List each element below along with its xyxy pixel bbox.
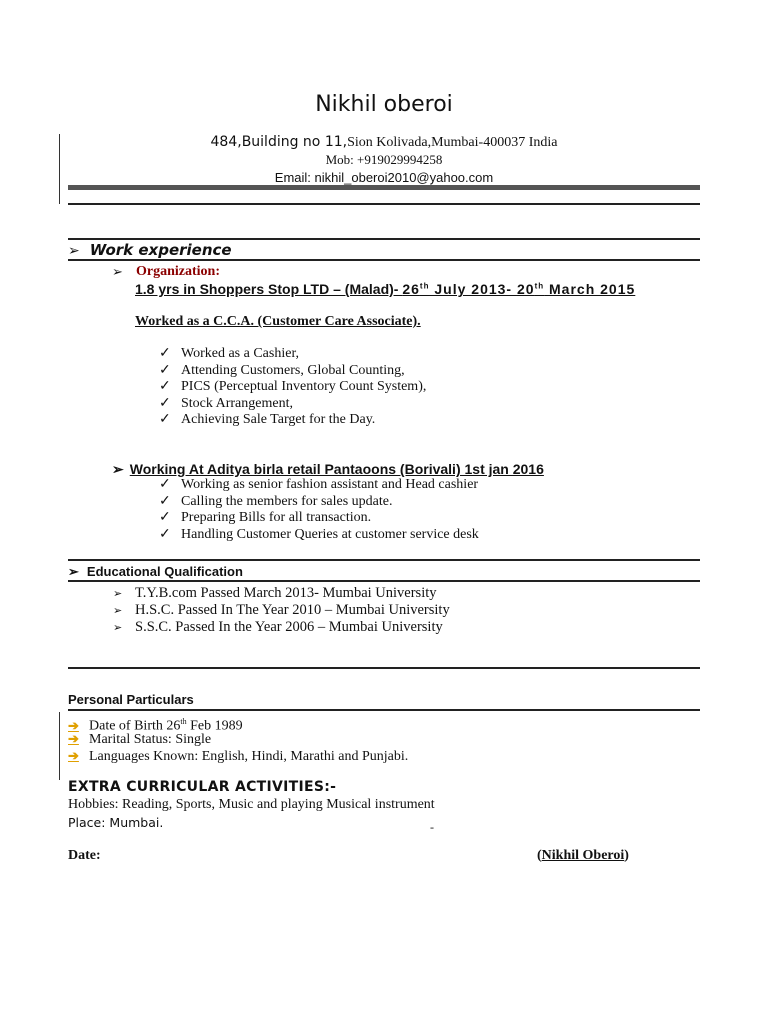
extra-heading: EXTRA CURRICULAR ACTIVITIES:- bbox=[68, 779, 337, 795]
job2-duties-list bbox=[159, 477, 479, 543]
arrowhead-icon: ➢ bbox=[113, 605, 123, 617]
duty-item: ✓ Stock Arrangement, bbox=[159, 395, 293, 411]
education-item: ➢ S.S.C. Passed In the Year 2006 – Mumbai University bbox=[113, 619, 443, 635]
hobbies: Hobbies: Reading, Sports, Music and playing Musical instrument bbox=[68, 797, 435, 812]
personal-rule-bottom bbox=[68, 709, 700, 711]
check-icon: ✓ bbox=[159, 346, 171, 361]
arrowhead-icon: ➢ bbox=[112, 461, 124, 477]
edu-rule-bottom bbox=[68, 580, 700, 582]
check-icon: ✓ bbox=[159, 477, 171, 492]
header-rule-thick bbox=[68, 185, 700, 190]
personal-list bbox=[68, 713, 408, 764]
stray-dash: - bbox=[430, 820, 434, 834]
education-heading: ➢ Educational Qualification bbox=[68, 564, 243, 579]
email-address: Email: nikhil_oberoi2010@yahoo.com bbox=[274, 170, 494, 185]
dob-item: ➔ Date of Birth 26th Feb 1989 bbox=[68, 717, 243, 734]
section-title: Work experience bbox=[89, 241, 232, 259]
personal-heading: Personal Particulars bbox=[68, 692, 194, 707]
mobile-number: Mob: +919029994258 bbox=[325, 152, 443, 167]
candidate-name: Nikhil oberoi bbox=[315, 92, 453, 117]
check-icon: ✓ bbox=[159, 362, 171, 378]
header-rule-thin bbox=[68, 203, 700, 205]
check-icon: ✓ bbox=[159, 412, 171, 427]
arrowhead-icon: ➢ bbox=[113, 588, 123, 600]
check-icon: ✓ bbox=[159, 526, 171, 542]
personal-rule-top bbox=[68, 667, 700, 669]
marital-item: ➔ Marital Status: Single bbox=[68, 731, 212, 747]
duty-item: ✓ Attending Customers, Global Counting, bbox=[159, 362, 405, 378]
education-list bbox=[113, 585, 450, 636]
check-icon: ✓ bbox=[159, 510, 171, 525]
margin-line-bottom bbox=[59, 712, 60, 780]
duty-item: ✓ Handling Customer Queries at customer service desk bbox=[159, 526, 479, 542]
date-label: Date: bbox=[68, 848, 101, 863]
work-rule-bottom bbox=[68, 259, 700, 261]
edu-rule-top bbox=[68, 559, 700, 561]
arrowhead-icon: ➢ bbox=[113, 622, 123, 634]
check-icon: ✓ bbox=[159, 379, 171, 394]
arrowhead-icon: ➢ bbox=[112, 264, 123, 279]
address-part-1: 484,Building no 11, bbox=[210, 134, 348, 150]
languages-item: ➔ Languages Known: English, Hindi, Marathi and Punjabi. bbox=[68, 748, 409, 764]
organization-label: Organization: bbox=[136, 264, 220, 279]
place: Place: Mumbai. bbox=[68, 815, 164, 830]
education-item: ➢ H.S.C. Passed In The Year 2010 – Mumbai University bbox=[113, 602, 450, 618]
job1-role: Worked as a C.C.A. (Customer Care Associate). bbox=[135, 314, 421, 329]
check-icon: ✓ bbox=[159, 395, 171, 411]
job2-title: ➢ Working At Aditya birla retail Pantaoons (Borivali) 1st jan 2016 bbox=[112, 461, 544, 477]
bold-arrow-icon: ➔ bbox=[68, 748, 79, 763]
duty-item: ✓ Worked as a Cashier, bbox=[159, 346, 300, 361]
duty-item: ✓ Preparing Bills for all transaction. bbox=[159, 510, 372, 525]
duty-item: ✓ Working as senior fashion assistant and Head cashier bbox=[159, 477, 479, 492]
job1-duties-list bbox=[159, 346, 426, 429]
duty-item: ✓ Achieving Sale Target for the Day. bbox=[159, 412, 376, 427]
arrowhead-icon: ➢ bbox=[68, 244, 80, 259]
work-experience-heading bbox=[68, 241, 232, 260]
duty-item: ✓ Calling the members for sales update. bbox=[159, 493, 393, 509]
signature: (Nikhil Oberoi) bbox=[537, 848, 629, 863]
work-rule-top bbox=[68, 238, 700, 240]
bold-arrow-icon: ➔ bbox=[68, 717, 79, 733]
education-item: ➢ T.Y.B.com Passed March 2013- Mumbai University bbox=[113, 585, 437, 601]
check-icon: ✓ bbox=[159, 493, 171, 509]
address bbox=[0, 134, 768, 151]
duty-item: ✓ PICS (Perceptual Inventory Count System), bbox=[159, 379, 427, 394]
address-part-2: Sion Kolivada,Mumbai-400037 India bbox=[347, 135, 558, 150]
job1-company: 1.8 yrs in Shoppers Stop LTD – (Malad)- 26th July 2013- 20th March 2015 bbox=[135, 281, 636, 297]
arrowhead-icon: ➢ bbox=[68, 564, 79, 579]
bold-arrow-icon: ➔ bbox=[68, 731, 79, 746]
